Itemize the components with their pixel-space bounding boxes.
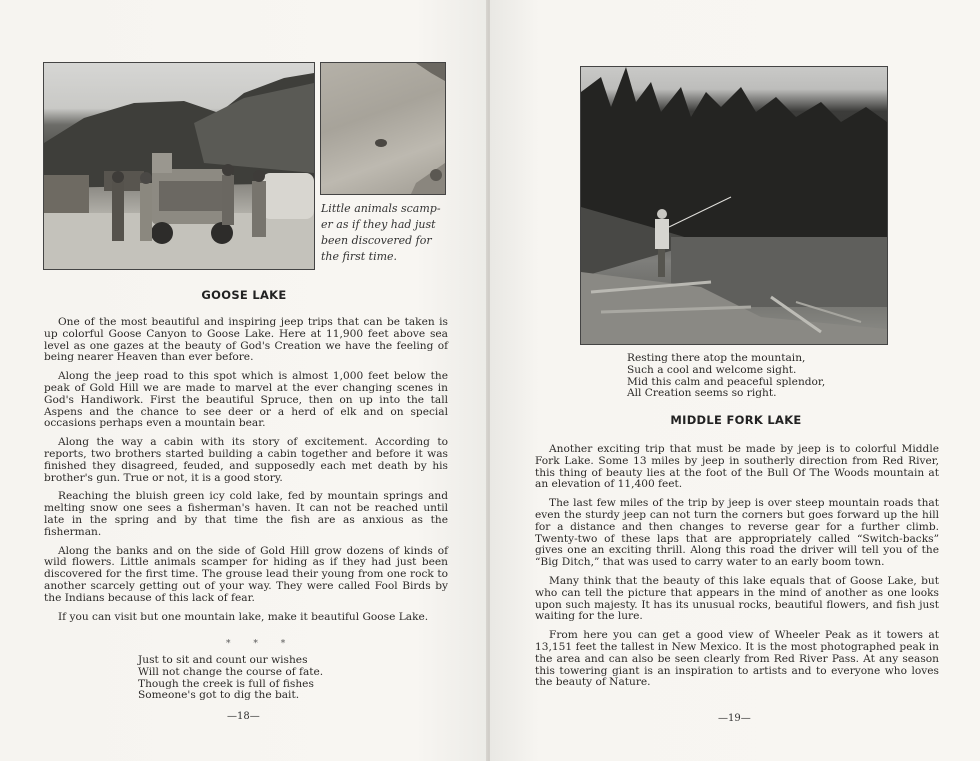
verse-line: Just to sit and count our wishes bbox=[138, 654, 308, 666]
caption-line: been discovered for bbox=[321, 234, 432, 247]
verse-line: Will not change the course of fate. bbox=[138, 665, 324, 678]
paragraph: Along the jeep road to this spot which is almost 1,000 feet below the peak of Gold Hill we are made to marvel at the ever changing scenes in God's Handiwork. First the beautiful Spruce, then on up into the tall Aspens and the chance to see deer or a herd of elk and on special occasions perhaps even a mountain bear. bbox=[44, 370, 448, 430]
paragraph: Reaching the bluish green icy cold lake, fed by mountain springs and melting snow one sees a fisherman's haven. It can not be reached until late in the spring and by that time the fish are as anxious as the fisherman. bbox=[44, 490, 448, 538]
photo-caption bbox=[321, 201, 447, 265]
caption-line: Little animals scamp- bbox=[321, 202, 441, 215]
verse-line: Though the creek is full of fishes bbox=[138, 677, 314, 690]
caption-line: the first time. bbox=[321, 250, 398, 263]
page-number-left: —18— bbox=[227, 711, 260, 722]
verse-line: Resting there atop the mountain, bbox=[627, 352, 806, 364]
paragraph: One of the most beautiful and inspiring jeep trips that can be taken is up colorful Goose Canyon to Goose Lake. Here at 11,900 feet above sea level as one gazes at the beauty of God's Creation we have the feeling of being nearer Heaven than ever before. bbox=[44, 316, 448, 364]
middle-fork-lake-body bbox=[535, 444, 939, 696]
right-verse bbox=[627, 353, 825, 400]
section-divider-stars: * * * bbox=[226, 639, 296, 649]
animal-photo bbox=[320, 62, 446, 195]
paragraph: From here you can get a good view of Wheeler Peak as it towers at 13,151 feet the tallest in New Mexico. It is the most photographed peak in the area and can also be seen clearly from Red River Pass. At any season this towering giant is an inspiration to artists and to everyone who loves the beauty of Nature. bbox=[535, 629, 939, 689]
left-verse bbox=[138, 655, 323, 702]
verse-line: Someone's got to dig the bait. bbox=[138, 689, 300, 702]
middle-fork-lake-heading: MIDDLE FORK LAKE bbox=[670, 413, 802, 427]
jeep-group-photo bbox=[43, 62, 315, 270]
paragraph: Along the banks and on the side of Gold Hill grow dozens of kinds of wild flowers. Little animals scamper for hiding as if they had just been discovered for the first time. The grouse lead their young from one rock to another scarcely getting out of your way. They were called Fool Birds by the Indians because of this lack of fear. bbox=[44, 544, 448, 604]
fisherman-lake-photo bbox=[580, 66, 888, 345]
page-number-right: —19— bbox=[718, 713, 751, 724]
verse-line: Mid this calm and peaceful splendor, bbox=[627, 375, 826, 388]
paragraph: Another exciting trip that must be made by jeep is to colorful Middle Fork Lake. Some 13 miles by jeep in southerly direction from Red River, this thing of beauty lies at the foot of the Bull Of The Woods mountain at an elevation of 11,400 feet. bbox=[535, 443, 939, 491]
paragraph: Many think that the beauty of this lake equals that of Goose Lake, but who can tell the picture that appears in the mind of another as one looks upon such majesty. It has its unusual rocks, beautiful flowers, and fish just waiting for the lure. bbox=[535, 574, 939, 623]
verse-line: All Creation seems so right. bbox=[627, 387, 777, 400]
paragraph: The last few miles of the trip by jeep is over steep mountain roads that even the sturdy jeep can not turn the corners but goes forward up the hill for a distance and then changes to reverse gear for a further climb. Twenty-two of these laps that are appropriately called “Switch-backs” gives one an exciting thrill. Along this road the driver will tell you of the “Big Ditch,” that was used to carry water to an early boom town. bbox=[535, 497, 939, 569]
left-page bbox=[0, 0, 488, 761]
paragraph: Along the way a cabin with its story of excitement. According to reports, two brothers started building a cabin together and before it was finished they disagreed, feuded, and supposedly each met death by his brother's gun. True or not, it is a good story. bbox=[44, 436, 448, 484]
caption-line: er as if they had just bbox=[321, 218, 436, 231]
paragraph: If you can visit but one mountain lake, make it beautiful Goose Lake. bbox=[58, 610, 429, 623]
verse-line: Such a cool and welcome sight. bbox=[627, 363, 797, 376]
goose-lake-heading: GOOSE LAKE bbox=[201, 288, 287, 302]
goose-lake-body bbox=[44, 317, 448, 630]
